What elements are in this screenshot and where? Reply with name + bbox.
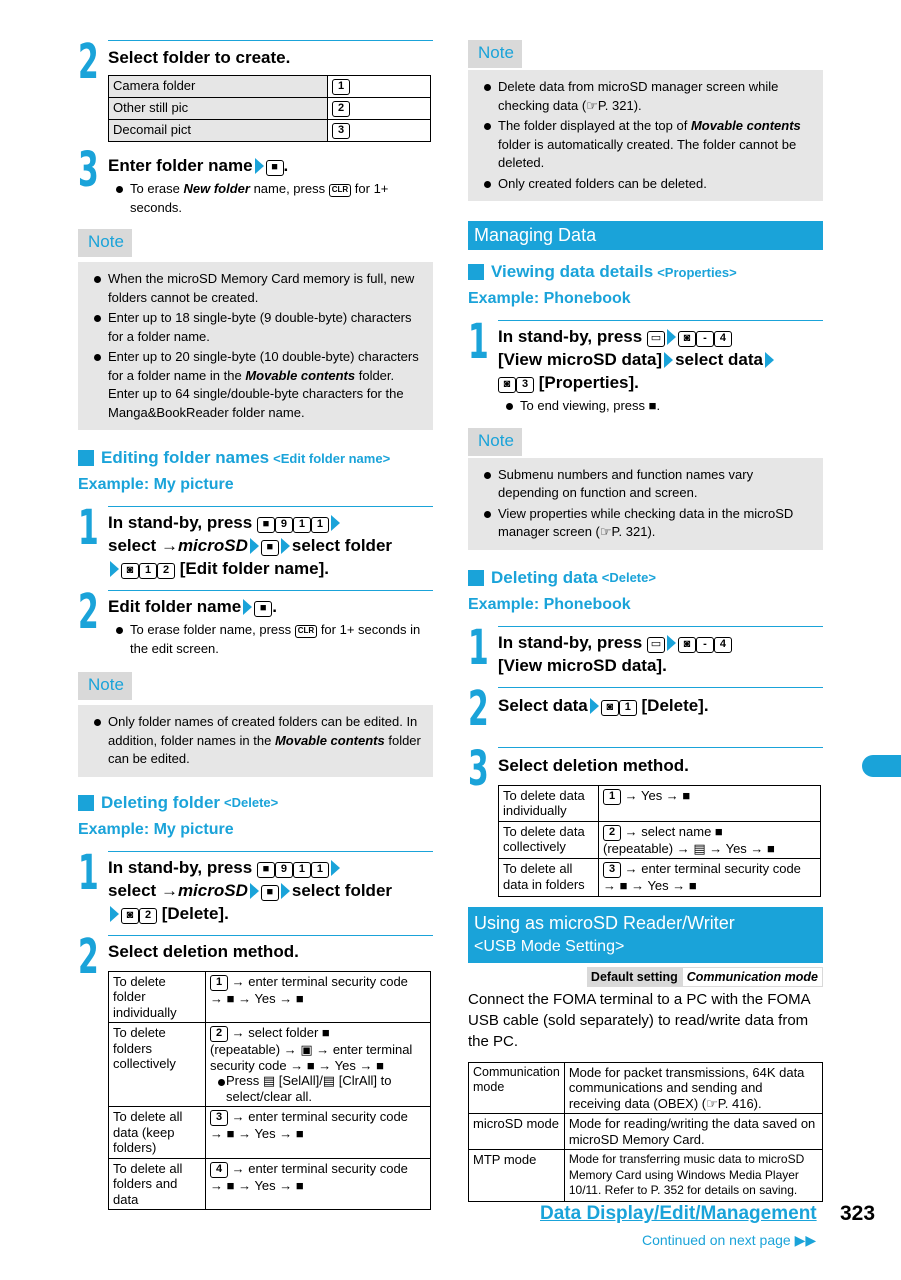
section-heading: Deleting folder <Delete> xyxy=(78,793,433,813)
table-row: To delete all data in folders 3 → enter terminal security code → ■ → Yes → ■ xyxy=(499,859,821,897)
example-label: Example: My picture xyxy=(78,476,234,493)
section-heading: Editing folder names <Edit folder name> xyxy=(78,448,433,468)
center-key-icon: ■ xyxy=(266,160,284,176)
key-1: 1 xyxy=(332,79,350,95)
left-column xyxy=(78,34,433,1210)
delete-data-step-3: 3 Select deletion method. To delete data individually 1 → Yes → ■ To delete data collectively 2 → select name ■ (repeatable) → ▤ → Yes → ■ To delete all data in folders 3 → enter terminal security code → ■ → Yes → ■ xyxy=(468,747,823,897)
table-row: To delete all data (keep folders) 3 → enter terminal security code → ■ → Yes → ■ xyxy=(109,1107,431,1159)
note-item: The folder displayed at the top of Movable contents folder is automatically created. The folder cannot be deleted. xyxy=(476,117,815,173)
step-text: Enter folder name xyxy=(108,156,253,175)
usb-section xyxy=(468,907,823,1202)
table-row: To delete data individually 1 → Yes → ■ xyxy=(499,785,821,821)
section-heading: Viewing data details <Properties> xyxy=(468,262,823,282)
usb-description: Connect the FOMA terminal to a PC with the FOMA USB cable (sold separately) to read/write data from the PC. xyxy=(468,990,810,1050)
deleting-data-section: Deleting data <Delete> Example: Phonebook 1 In stand-by, press ▭ ◙ - 4 [View microSD data]. 2 Select data ◙ 1 [Delete]. 3 Select deletion method. To delete data individually 1 → Yes → ■ To delete data collectively 2 → select name ■ (repeatable) → ▤ → Yes → ■ To delete all data in folders 3 → enter terminal security code → ■ → Yes → ■ xyxy=(468,568,823,897)
continued-link[interactable]: Continued on next page ▶▶ xyxy=(642,1232,817,1248)
folder-type-table xyxy=(108,75,431,142)
right-column xyxy=(468,40,823,1202)
deletion-method-table xyxy=(108,971,431,1211)
section-square-icon xyxy=(78,795,94,811)
folder-name: Other still pic xyxy=(109,98,328,120)
editing-section xyxy=(78,448,433,777)
edit-step-2: 2 Edit folder name ■ . To erase folder name, press CLR for 1+ seconds in the edit screen. xyxy=(78,590,433,660)
delete-data-step-1: 1 In stand-by, press ▭ ◙ - 4 [View microSD data]. xyxy=(468,626,823,677)
table-row xyxy=(109,98,431,120)
key-2: 2 xyxy=(332,101,350,117)
section-heading: Deleting data <Delete> xyxy=(468,568,823,588)
camera-key-icon: ◙ xyxy=(121,908,139,924)
note-item: Enter up to 18 single-byte (9 double-byte) characters for a folder name. xyxy=(86,309,425,346)
view-step-1: 1 In stand-by, press ▭ ◙ - 4 [View microSD data] select data ◙ 3 [Properties]. To end viewing, press ■. xyxy=(468,320,823,418)
clr-key-icon: CLR xyxy=(329,184,351,197)
arrow-icon xyxy=(331,515,340,531)
note-item: View properties while checking data in the microSD manager screen (☞P. 321). xyxy=(476,505,815,542)
delete-folder-step-2: 2 Select deletion method. To delete folder individually 1 → enter terminal security code → ■ → Yes → ■ To delete folders collectively 2 → select folder ■ (repeatable) → ▣ → enter terminal security code → ■ → Yes → ■ Press ▤ [SelAll]/▤ [ClrAll] to select/clear all. To delete all data (keep folders) 3 → enter terminal security code → ■ → Yes → ■ To delete all folders and data 4 → enter terminal security code → ■ → Yes → ■ xyxy=(78,935,433,1211)
table-row: MTP mode Mode for transferring music data to microSD Memory Card using Windows Media Player 10/11. Refer to P. 352 for details on saving. xyxy=(469,1150,823,1202)
note-item: When the microSD Memory Card memory is full, new folders cannot be created. xyxy=(86,270,425,307)
managing-data-banner: Managing Data xyxy=(468,221,823,250)
table-row xyxy=(109,120,431,142)
note-item: Only folder names of created folders can be edited. In addition, folder names in the Movable contents folder can be edited. xyxy=(86,713,425,769)
note-item: Enter up to 20 single-byte (10 double-byte) characters for a folder name in the Movable contents folder. Enter up to 64 single/double-byte characters for the Manga&BookReader folder name. xyxy=(86,348,425,422)
deleting-folder-section xyxy=(78,793,433,1211)
table-row xyxy=(109,76,431,98)
step-number: 2 xyxy=(78,34,99,90)
step-2-select-folder xyxy=(78,34,433,142)
step-bullet: To erase folder name, press CLR for 1+ seconds in the edit screen. xyxy=(108,621,433,658)
delete-folder-step-1: 1 In stand-by, press ■ 9 1 1 select →microSD ■ select folder ◙ 2 [Delete]. xyxy=(78,851,433,925)
delete-data-step-2: 2 Select data ◙ 1 [Delete]. xyxy=(468,687,823,731)
arrow-icon xyxy=(255,158,264,174)
usb-mode-table xyxy=(468,1062,823,1202)
double-arrow-icon: ▶▶ xyxy=(794,1232,817,1248)
key-3: 3 xyxy=(332,123,350,139)
folder-name: Camera folder xyxy=(109,76,328,98)
note-item: Only created folders can be deleted. xyxy=(476,175,815,194)
table-row: To delete all folders and data 4 → enter terminal security code → ■ → Yes → ■ xyxy=(109,1158,431,1210)
example-label: Example: My picture xyxy=(78,820,234,838)
step-text: Select folder to create. xyxy=(108,48,291,67)
note-item: Submenu numbers and function names vary depending on function and screen. xyxy=(476,466,815,503)
section-square-icon xyxy=(468,570,484,586)
step-3-enter-name: 3 Enter folder name ■ . To erase New folder name, press CLR for 1+ seconds. xyxy=(78,148,433,219)
menu-key-icon: ▭ xyxy=(647,331,665,347)
table-row: microSD mode Mode for reading/writing the data saved on microSD Memory Card. xyxy=(469,1114,823,1150)
edit-step-1: 1 In stand-by, press ■ 9 1 1 select →microSD ■ select folder ◙ 1 2 [Edit folder name]. xyxy=(78,506,433,580)
note-block xyxy=(78,229,433,430)
viewing-section: Viewing data details <Properties> Example: Phonebook 1 In stand-by, press ▭ ◙ - 4 [View microSD data] select data ◙ 3 [Properties]. To end viewing, press ■. Note Submenu numbers and function names vary depending on function and screen. View properties while checking data in the microSD manager screen (☞P. 321). xyxy=(468,262,823,550)
table-row: To delete data collectively 2 → select name ■ (repeatable) → ▤ → Yes → ■ xyxy=(499,821,821,859)
step-number: 2 xyxy=(78,584,99,640)
folder-name: Decomail pict xyxy=(109,120,328,142)
camera-key-icon: ◙ xyxy=(121,563,139,579)
note-tab: Note xyxy=(78,229,132,257)
footer-section-title: Data Display/Edit/Management xyxy=(540,1203,817,1224)
section-square-icon xyxy=(78,450,94,466)
note-block: Note Delete data from microSD manager screen while checking data (☞P. 321). The folder displayed at the top of Movable contents folder is automatically created. The folder cannot be deleted. Only created folders can be deleted. xyxy=(468,40,823,201)
note-block: Note Only folder names of created folders can be edited. In addition, folder names in the Movable contents folder can be edited. xyxy=(78,672,433,777)
chapter-side-tab xyxy=(862,755,901,777)
table-row: Communication mode Mode for packet transmissions, 64K data communications and sending and receiving data (OBEX) (☞P. 416). xyxy=(469,1062,823,1114)
note-block: Note Submenu numbers and function names vary depending on function and screen. View properties while checking data in the microSD manager screen (☞P. 321). xyxy=(468,428,823,550)
delete-data-table xyxy=(498,785,821,897)
step-number: 1 xyxy=(78,500,99,556)
step-bullet: To erase New folder name, press CLR for 1+ seconds. xyxy=(108,180,433,217)
page-number: 323 xyxy=(840,1202,876,1225)
table-row: To delete folders collectively 2 → select folder ■ (repeatable) → ▣ → enter terminal security code → ■ → Yes → ■ Press ▤ [SelAll]/▤ [ClrAll] to select/clear all. xyxy=(109,1023,431,1107)
usb-banner: Using as microSD Reader/Writer <USB Mode Setting> xyxy=(468,907,823,963)
table-row: To delete folder individually 1 → enter terminal security code → ■ → Yes → ■ xyxy=(109,971,431,1023)
step-number: 3 xyxy=(78,142,99,198)
default-setting: Default setting Communication mode xyxy=(468,967,823,987)
note-item: Delete data from microSD manager screen while checking data (☞P. 321). xyxy=(476,78,815,115)
section-square-icon xyxy=(468,264,484,280)
